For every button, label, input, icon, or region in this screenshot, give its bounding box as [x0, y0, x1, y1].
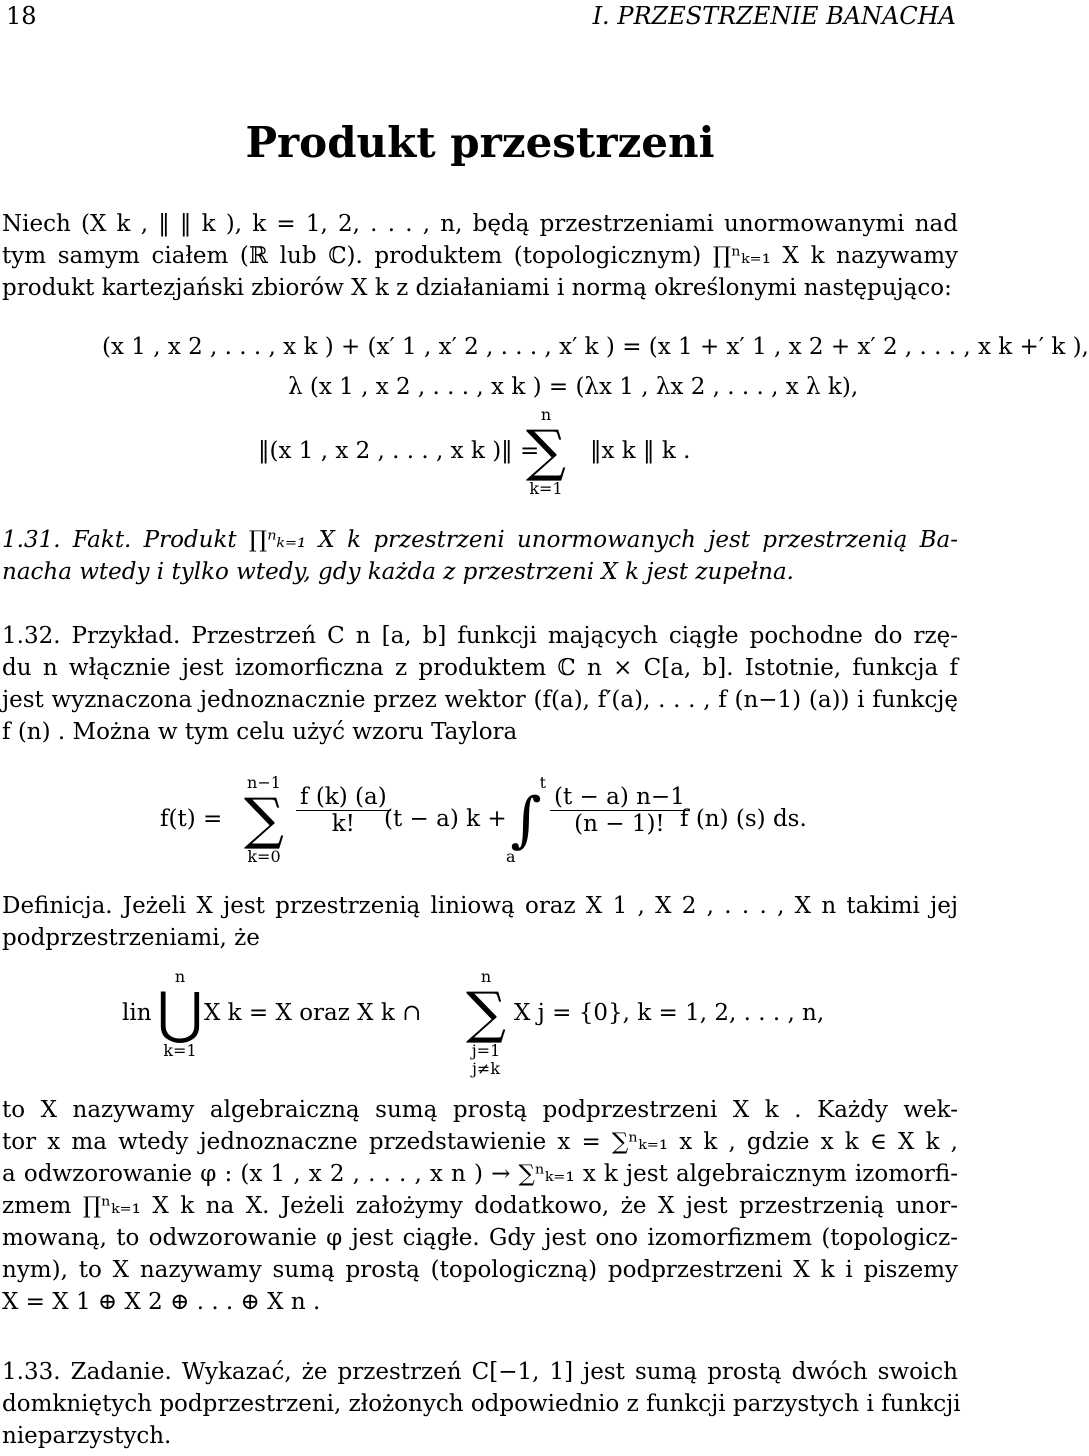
frac2-num: (t − a) n−1 [550, 784, 689, 811]
int-top: t [539, 773, 546, 792]
lin-part1: X k = X oraz X k ∩ [204, 1000, 422, 1026]
lin-label: lin [122, 1000, 152, 1026]
algebraic-line-7: X = X 1 ⊕ X 2 ⊕ . . . ⊕ X n . [2, 1289, 321, 1315]
fakt-line-2: nacha wtedy i tylko wtedy, gdy każda z przestrzeni X k jest zupełna. [2, 559, 794, 585]
taylor-integral [506, 774, 546, 866]
int-bottom: a [506, 847, 516, 866]
przyklad-line-1: 1.32. Przykład. Przestrzeń C n [a, b] funkcji mających ciągłe pochodne do rzę- [2, 623, 958, 649]
taylor-sum-bottom: k=0 [247, 847, 281, 866]
definicja-line-2: podprzestrzeniami, że [2, 925, 260, 951]
taylor-tail: f (n) (s) ds. [680, 806, 807, 832]
norm-sum [518, 406, 574, 498]
przyklad-line-3: jest wyznaczona jednoznacznie przez wektor (f(a), f′(a), . . . , f (n−1) (a)) i funkcję [2, 687, 958, 713]
sigma-icon: ∑ [466, 981, 506, 1046]
big-union-icon: ⋃ [157, 981, 203, 1046]
algebraic-line-1: to X nazywamy algebraiczną sumą prostą podprzestrzeni X k . Każdy wek- [2, 1097, 958, 1123]
przyklad-paragraph [2, 620, 958, 748]
algebraic-line-4: zmem ∏ⁿₖ₌₁ X k na X. Jeżeli założymy dodatkowo, że X jest przestrzenią unor- [2, 1193, 958, 1219]
intro-paragraph [2, 208, 958, 304]
formula-scalar: λ (x 1 , x 2 , . . . , x k ) = (λx 1 , λx 2 , . . . , x λ k), [288, 374, 859, 400]
sigma-icon: ∑ [244, 787, 284, 852]
lin-sum-bottom2: j≠k [471, 1059, 501, 1078]
frac2-den: (n − 1)! [574, 811, 665, 837]
sigma-icon: ∑ [526, 419, 566, 484]
taylor-lhs: f(t) = [160, 806, 223, 832]
algebraic-paragraph [2, 1094, 958, 1318]
algebraic-line-2: tor x ma wtedy jednoznaczne przedstawienie x = ∑ⁿₖ₌₁ x k , gdzie x k ∈ X k , [2, 1129, 958, 1155]
algebraic-line-6: nym), to X nazywamy sumą prostą (topologiczną) podprzestrzeni X k i piszemy [2, 1257, 958, 1283]
lin-sum-top: n [480, 967, 492, 986]
taylor-frac1 [296, 784, 391, 837]
intro-line-3: produkt kartezjański zbiorów X k z działaniami i normą określonymi następująco: [2, 275, 952, 301]
lin-sum-bottom1: j=1 [471, 1041, 501, 1060]
intro-line-1: Niech (X k , ‖ ‖ k ), k = 1, 2, . . . , n, będą przestrzeniami unormowanymi nad [2, 211, 958, 237]
union-top: n [174, 967, 186, 986]
przyklad-line-2: du n włącznie jest izomorficzna z produktem ℂ n × C[a, b]. Istotnie, funkcja f [2, 655, 958, 681]
zadanie-line-2: domkniętych podprzestrzeni, złożonych odpowiednio z funkcji parzystych i funkcji [2, 1391, 961, 1417]
algebraic-line-3: a odwzorowanie φ : (x 1 , x 2 , . . . , x n ) → ∑ⁿₖ₌₁ x k jest algebraicznym izomorfi- [2, 1161, 958, 1187]
sum-top: n [540, 405, 552, 424]
zadanie-line-1: 1.33. Zadanie. Wykazać, że przestrzeń C[−1, 1] jest sumą prostą dwóch swoich [2, 1359, 958, 1385]
taylor-mid: (t − a) k + [384, 806, 507, 832]
lin-part2: X j = {0}, k = 1, 2, . . . , n, [514, 1000, 825, 1026]
algebraic-line-5: mowaną, to odwzorowanie φ jest ciągłe. Gdy jest ono izomorfizmem (topologicz- [2, 1225, 958, 1251]
definicja-paragraph [2, 890, 958, 954]
page-number: 18 [6, 2, 37, 30]
fakt-paragraph [2, 524, 958, 588]
union-bottom: k=1 [163, 1041, 197, 1060]
fakt-line-1: 1.31. Fakt. Produkt ∏ⁿₖ₌₁ X k przestrzeni unormowanych jest przestrzenią Ba- [2, 527, 958, 553]
union-block [156, 968, 204, 1060]
taylor-sum-top: n−1 [247, 773, 281, 792]
lin-sum [458, 968, 514, 1078]
section-title: Produkt przestrzeni [245, 118, 715, 167]
frac1-num: f (k) (a) [296, 784, 391, 811]
integral-icon: ∫ [510, 785, 542, 855]
definicja-line-1: Definicja. Jeżeli X jest przestrzenią liniową oraz X 1 , X 2 , . . . , X n takimi jej [2, 893, 958, 919]
taylor-sum [234, 774, 294, 866]
formula-norm-right: ‖x k ‖ k . [590, 438, 691, 464]
formula-norm-left: ‖(x 1 , x 2 , . . . , x k )‖ = [258, 438, 540, 464]
intro-line-2: tym samym ciałem (ℝ lub ℂ). produktem (topologicznym) ∏ⁿₖ₌₁ X k nazywamy [2, 243, 958, 269]
sum-bottom: k=1 [529, 479, 563, 498]
formula-addition: (x 1 , x 2 , . . . , x k ) + (x′ 1 , x′ 2 , . . . , x′ k ) = (x 1 + x′ 1 , x 2 + x′ 2 , . . . , x k +′ k ), [102, 334, 1089, 360]
zadanie-line-3: nieparzystych. [2, 1423, 172, 1449]
przyklad-line-4: f (n) . Można w tym celu użyć wzoru Taylora [2, 719, 518, 745]
taylor-frac2 [550, 784, 689, 837]
chapter-header: I. PRZESTRZENIE BANACHA [592, 2, 956, 30]
frac1-den: k! [331, 811, 355, 837]
zadanie-paragraph [2, 1356, 961, 1452]
